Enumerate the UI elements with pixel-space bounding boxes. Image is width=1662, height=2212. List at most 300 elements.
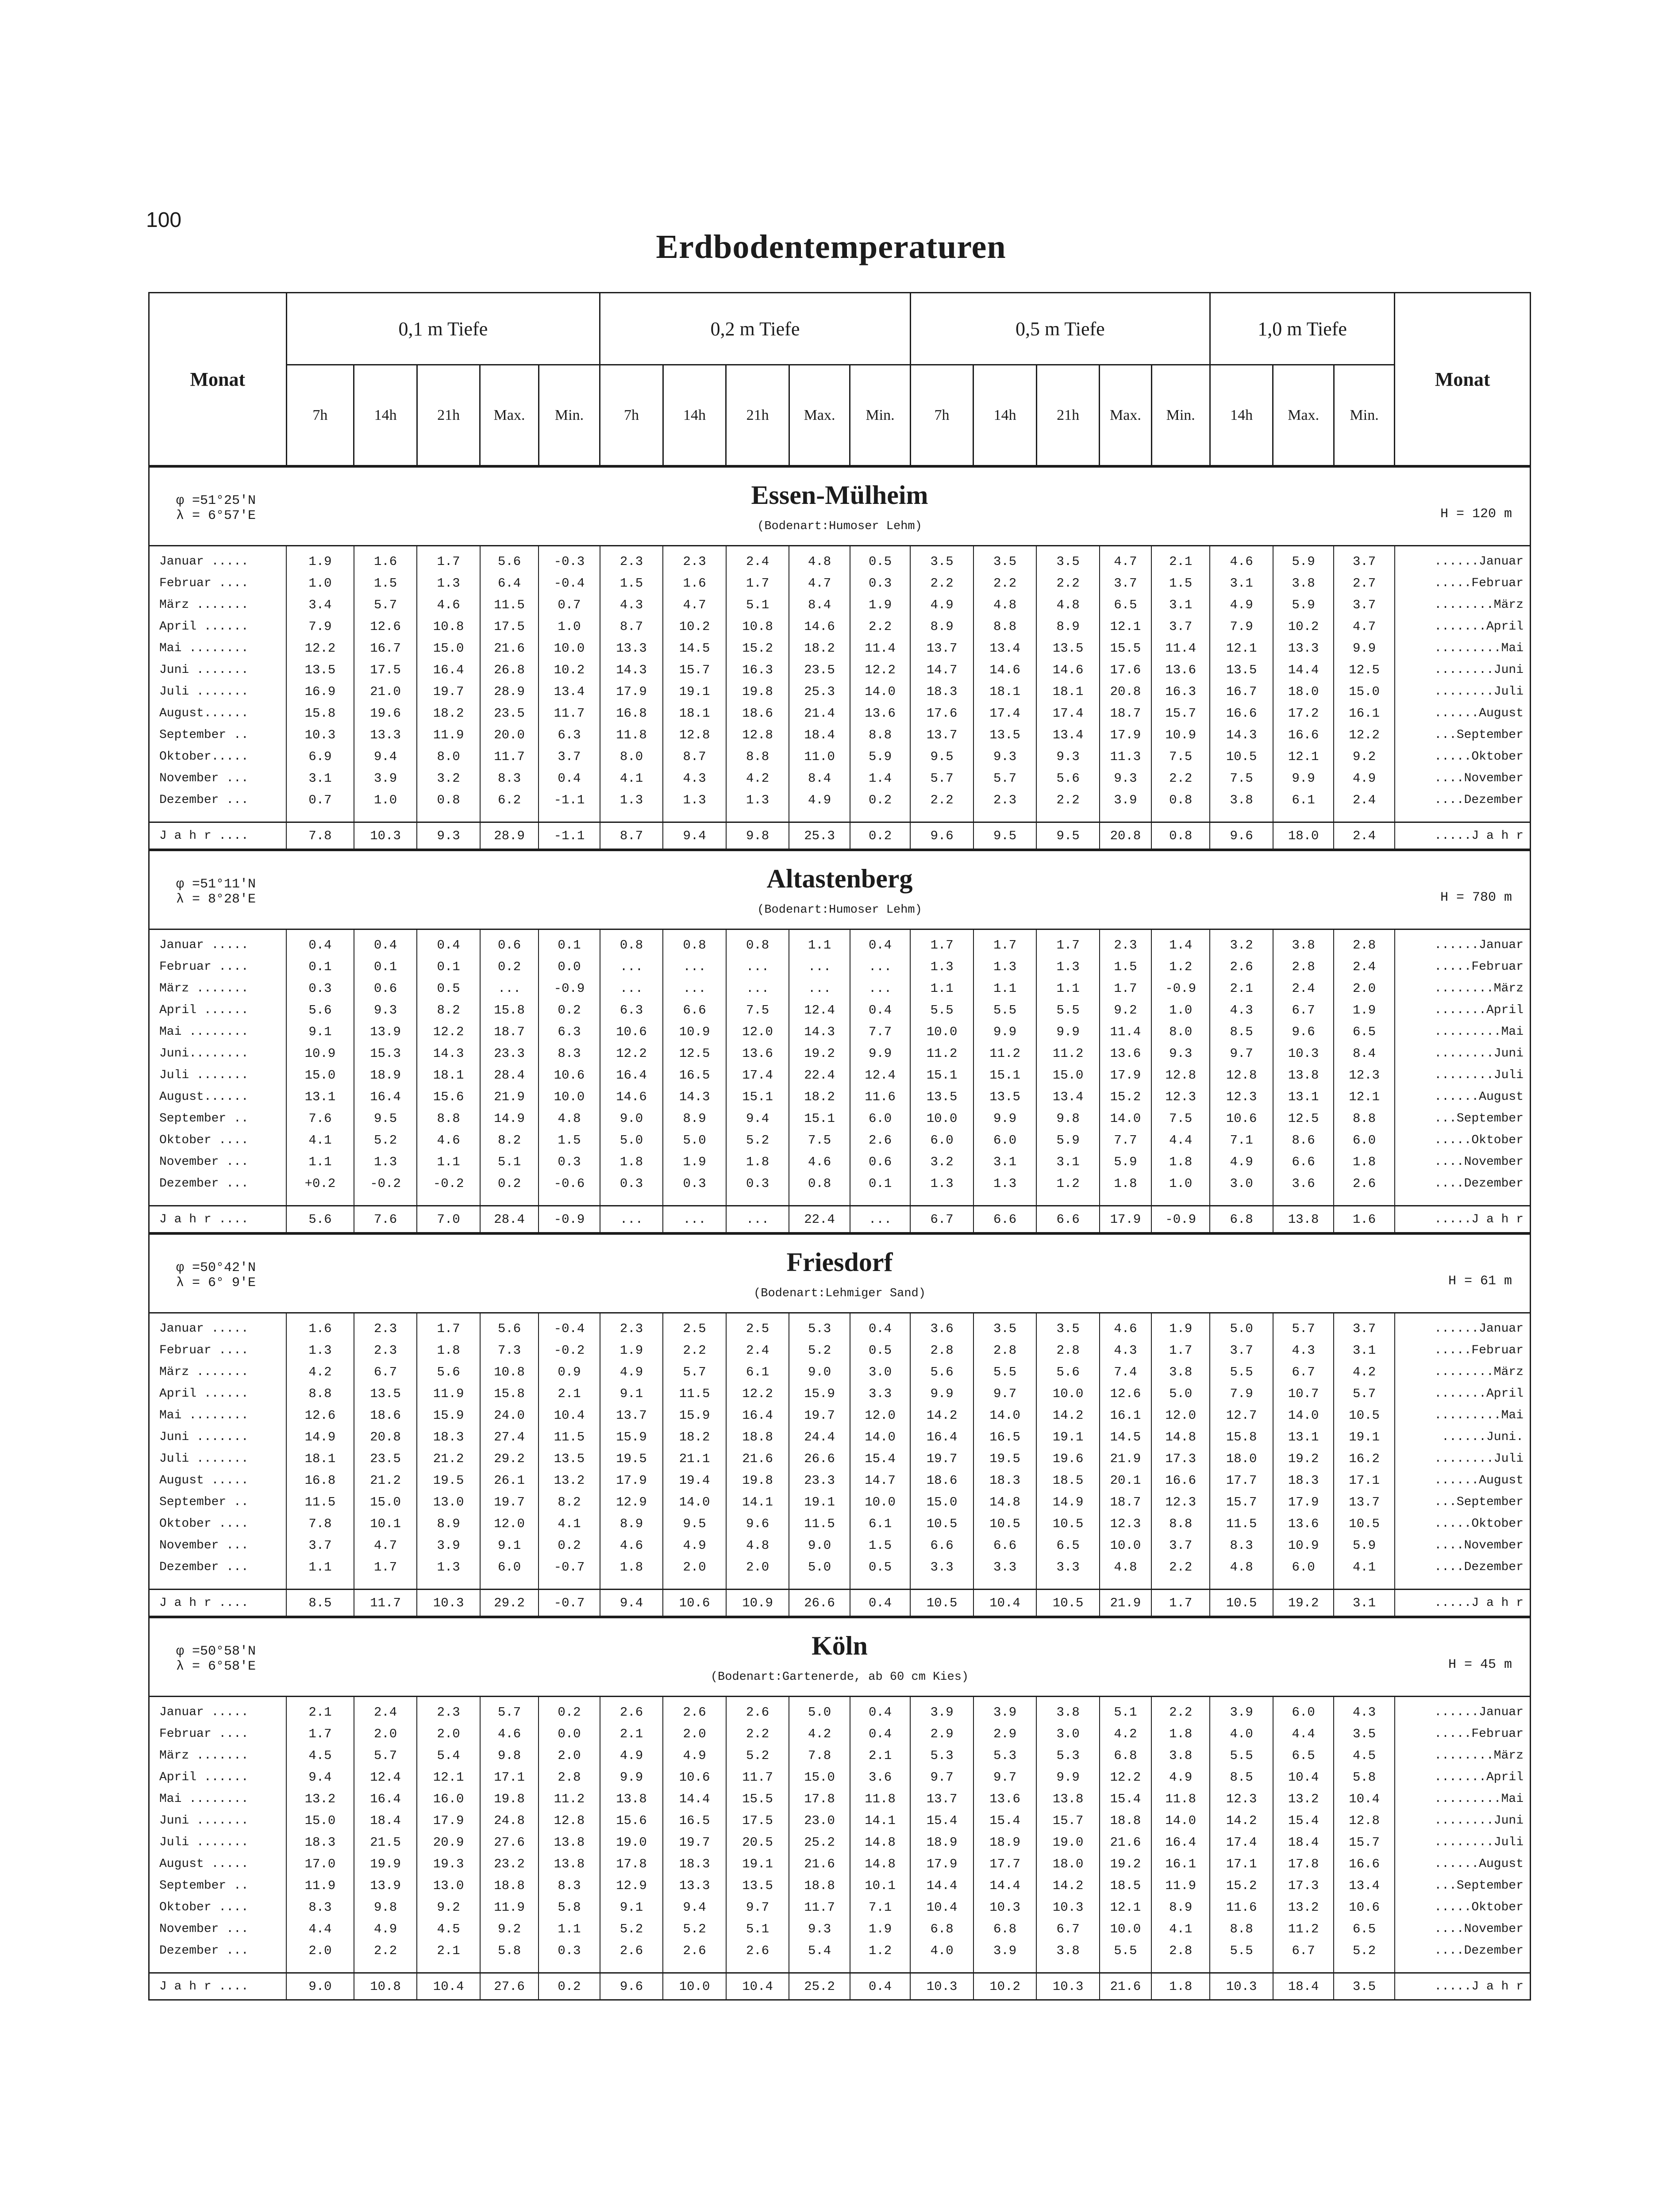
- temperature-cell: 9.0: [789, 1535, 850, 1556]
- spacer-cell: [726, 815, 789, 822]
- temperature-cell: 13.5: [1036, 637, 1100, 659]
- temperature-cell: 15.9: [417, 1405, 480, 1426]
- sub-header: 7h: [286, 365, 354, 467]
- temperature-cell: 2.4: [1334, 789, 1394, 815]
- temperature-cell: 1.8: [1334, 1151, 1394, 1173]
- temperature-cell: 15.0: [789, 1767, 850, 1788]
- temperature-cell: 27.6: [480, 1832, 539, 1853]
- table-row: [149, 999, 1531, 1021]
- temperature-cell: 5.5: [1036, 999, 1100, 1021]
- spacer-cell: [354, 1582, 417, 1590]
- temperature-cell: 4.0: [910, 1940, 973, 1966]
- temperature-cell: 13.1: [286, 1086, 354, 1108]
- temperature-cell: 13.1: [1273, 1426, 1334, 1448]
- temperature-cell: 21.0: [354, 681, 417, 703]
- sub-header: Max.: [1273, 365, 1334, 467]
- temperature-cell: 5.6: [910, 1361, 973, 1383]
- temperature-cell: 4.3: [600, 594, 663, 616]
- spacer-cell: [480, 1582, 539, 1590]
- temperature-cell: 2.1: [539, 1383, 600, 1405]
- temperature-cell: 0.2: [850, 789, 910, 815]
- temperature-cell: 1.1: [286, 1556, 354, 1582]
- spacer-cell: [149, 1966, 287, 1973]
- table-row: [149, 1173, 1531, 1199]
- temperature-cell: -0.4: [539, 572, 600, 594]
- spacer-row: [149, 1966, 1531, 1973]
- temperature-cell: 3.1: [1036, 1151, 1100, 1173]
- station-longitude: λ = 8°28'E: [176, 892, 256, 907]
- temperature-cell: 1.4: [1151, 929, 1210, 956]
- temperature-cell: ...: [663, 956, 726, 978]
- temperature-cell: 7.5: [1151, 1108, 1210, 1129]
- temperature-cell: 10.8: [417, 616, 480, 637]
- station-header-inner: [150, 851, 1530, 929]
- month-label-right: .....Oktober: [1395, 1897, 1531, 1918]
- temperature-cell: 2.0: [663, 1723, 726, 1745]
- temperature-cell: 13.1: [1273, 1086, 1334, 1108]
- temperature-cell: 15.5: [726, 1788, 789, 1810]
- temperature-cell: 20.5: [726, 1832, 789, 1853]
- temperature-cell: 11.9: [417, 724, 480, 746]
- temperature-cell: 20.8: [354, 1426, 417, 1448]
- temperature-cell: 21.9: [480, 1086, 539, 1108]
- temperature-cell: 17.9: [600, 681, 663, 703]
- month-label-right: .........Mai: [1395, 1788, 1531, 1810]
- temperature-cell: 11.2: [973, 1043, 1037, 1064]
- spacer-cell: [600, 815, 663, 822]
- table-row: [149, 956, 1531, 978]
- temperature-cell: 0.4: [539, 768, 600, 789]
- table-row: [149, 1832, 1531, 1853]
- temperature-cell: 24.0: [480, 1405, 539, 1426]
- temperature-cell: 17.6: [1100, 659, 1151, 681]
- month-label-right: ....Dezember: [1395, 1940, 1531, 1966]
- month-label-right: .....Februar: [1395, 1340, 1531, 1361]
- temperature-cell: 9.3: [973, 746, 1037, 768]
- temperature-cell: 6.6: [663, 999, 726, 1021]
- temperature-cell: 6.6: [910, 1535, 973, 1556]
- temperature-cell: 1.1: [973, 978, 1037, 999]
- temperature-cell: 12.3: [1151, 1086, 1210, 1108]
- temperature-cell: 9.0: [789, 1361, 850, 1383]
- temperature-cell: 17.7: [1210, 1470, 1273, 1491]
- temperature-cell: 7.8: [286, 1513, 354, 1535]
- temperature-cell: 4.5: [286, 1745, 354, 1767]
- temperature-cell: 7.9: [1210, 616, 1273, 637]
- temperature-cell: 16.8: [600, 703, 663, 724]
- temperature-cell: 14.6: [973, 659, 1037, 681]
- temperature-cell: 6.8: [1100, 1745, 1151, 1767]
- temperature-cell: 17.4: [1210, 1832, 1273, 1853]
- annual-cell: 0.4: [850, 1590, 910, 1617]
- temperature-cell: -0.2: [354, 1173, 417, 1199]
- temperature-cell: 2.8: [1334, 929, 1394, 956]
- table-row: [149, 1767, 1531, 1788]
- temperature-cell: 4.5: [417, 1918, 480, 1940]
- temperature-cell: 19.8: [726, 1470, 789, 1491]
- temperature-cell: 13.6: [973, 1788, 1037, 1810]
- temperature-cell: 10.0: [1036, 1383, 1100, 1405]
- temperature-cell: 5.1: [726, 594, 789, 616]
- temperature-cell: 5.5: [1210, 1361, 1273, 1383]
- temperature-cell: -0.4: [539, 1313, 600, 1340]
- temperature-cell: 19.0: [1036, 1832, 1100, 1853]
- temperature-cell: 1.6: [286, 1313, 354, 1340]
- temperature-cell: 12.2: [850, 659, 910, 681]
- temperature-cell: 1.7: [726, 572, 789, 594]
- spacer-cell: [1395, 815, 1531, 822]
- temperature-cell: 19.5: [417, 1470, 480, 1491]
- temperature-cell: 2.6: [1334, 1173, 1394, 1199]
- temperature-cell: 1.7: [910, 929, 973, 956]
- temperature-cell: 1.5: [850, 1535, 910, 1556]
- temperature-cell: 14.9: [480, 1108, 539, 1129]
- station-latitude: φ =50°58'N: [176, 1644, 256, 1659]
- temperature-cell: 9.2: [417, 1897, 480, 1918]
- temperature-cell: 13.7: [910, 1788, 973, 1810]
- table-row: [149, 1513, 1531, 1535]
- temperature-cell: 2.2: [1151, 768, 1210, 789]
- temperature-cell: ...: [850, 956, 910, 978]
- temperature-cell: 17.5: [480, 616, 539, 637]
- temperature-cell: 6.5: [1273, 1745, 1334, 1767]
- temperature-cell: 1.1: [910, 978, 973, 999]
- temperature-cell: 15.7: [663, 659, 726, 681]
- temperature-cell: 8.3: [539, 1043, 600, 1064]
- month-label: November ...: [149, 1535, 287, 1556]
- annual-cell: 3.5: [1334, 1973, 1394, 2000]
- temperature-cell: 13.8: [600, 1788, 663, 1810]
- temperature-cell: 13.5: [726, 1875, 789, 1897]
- temperature-cell: 5.5: [1210, 1745, 1273, 1767]
- temperature-cell: 5.3: [1036, 1745, 1100, 1767]
- temperature-cell: 14.5: [663, 637, 726, 659]
- annual-cell: 26.6: [789, 1590, 850, 1617]
- temperature-cell: 10.0: [539, 637, 600, 659]
- temperature-cell: 12.3: [1151, 1491, 1210, 1513]
- temperature-cell: 4.9: [1210, 594, 1273, 616]
- table-row: [149, 616, 1531, 637]
- month-label-right: ......Januar: [1395, 546, 1531, 573]
- depth-0-2m-header: 0,2 m Tiefe: [600, 293, 911, 365]
- month-label-right: ...September: [1395, 1875, 1531, 1897]
- station-name: Essen-Mülheim: [751, 480, 928, 510]
- temperature-cell: 9.5: [663, 1513, 726, 1535]
- temperature-cell: 17.9: [600, 1470, 663, 1491]
- spacer-cell: [973, 815, 1037, 822]
- temperature-cell: 15.0: [417, 637, 480, 659]
- month-label-right: ...September: [1395, 724, 1531, 746]
- temperature-cell: 5.3: [789, 1313, 850, 1340]
- spacer-cell: [1334, 815, 1394, 822]
- annual-cell: 10.4: [417, 1973, 480, 2000]
- spacer-cell: [910, 815, 973, 822]
- temperature-cell: 8.9: [1036, 616, 1100, 637]
- temperature-cell: 15.1: [973, 1064, 1037, 1086]
- temperature-cell: 3.7: [1334, 594, 1394, 616]
- temperature-cell: 13.4: [1036, 1086, 1100, 1108]
- annual-cell: 10.3: [1210, 1973, 1273, 2000]
- temperature-cell: 21.6: [480, 637, 539, 659]
- temperature-cell: 3.9: [910, 1697, 973, 1724]
- temperature-cell: 9.9: [973, 1021, 1037, 1043]
- temperature-cell: 14.1: [850, 1810, 910, 1832]
- temperature-cell: 3.0: [1036, 1723, 1100, 1745]
- spacer-cell: [1036, 815, 1100, 822]
- temperature-cell: 12.5: [1334, 659, 1394, 681]
- temperature-cell: 2.5: [726, 1313, 789, 1340]
- temperature-cell: 10.0: [539, 1086, 600, 1108]
- temperature-cell: 8.5: [1210, 1767, 1273, 1788]
- temperature-cell: 0.8: [600, 929, 663, 956]
- spacer-cell: [850, 1966, 910, 1973]
- temperature-cell: 2.8: [1273, 956, 1334, 978]
- temperature-cell: 5.2: [726, 1745, 789, 1767]
- annual-cell: 21.9: [1100, 1590, 1151, 1617]
- temperature-cell: 0.3: [286, 978, 354, 999]
- spacer-row: [149, 1199, 1531, 1206]
- temperature-cell: 6.0: [973, 1129, 1037, 1151]
- annual-cell: 10.5: [1210, 1590, 1273, 1617]
- temperature-cell: 19.0: [600, 1832, 663, 1853]
- temperature-cell: 13.7: [910, 724, 973, 746]
- temperature-cell: 5.1: [1100, 1697, 1151, 1724]
- temperature-cell: 2.2: [850, 616, 910, 637]
- temperature-cell: 9.1: [600, 1897, 663, 1918]
- temperature-cell: 3.2: [417, 768, 480, 789]
- temperature-cell: 14.7: [910, 659, 973, 681]
- month-label-right: .........Mai: [1395, 1021, 1531, 1043]
- station-latitude: φ =51°11'N: [176, 877, 256, 892]
- temperature-cell: 5.1: [480, 1151, 539, 1173]
- temperature-cell: 3.7: [1334, 1313, 1394, 1340]
- temperature-cell: 0.6: [354, 978, 417, 999]
- temperature-cell: 8.8: [417, 1108, 480, 1129]
- temperature-cell: 18.3: [1273, 1470, 1334, 1491]
- spacer-cell: [539, 1582, 600, 1590]
- annual-cell: 6.6: [973, 1206, 1037, 1234]
- temperature-cell: 9.9: [1036, 1767, 1100, 1788]
- temperature-cell: 8.3: [1210, 1535, 1273, 1556]
- annual-label-right: .....J a h r: [1395, 1973, 1531, 2000]
- spacer-cell: [789, 1582, 850, 1590]
- temperature-cell: 4.1: [1151, 1918, 1210, 1940]
- annual-label: J a h r ....: [149, 1590, 287, 1617]
- month-label: August......: [149, 703, 287, 724]
- temperature-cell: 23.5: [789, 659, 850, 681]
- sub-header: 21h: [726, 365, 789, 467]
- temperature-cell: 7.5: [789, 1129, 850, 1151]
- temperature-cell: 10.2: [539, 659, 600, 681]
- temperature-cell: 1.1: [417, 1151, 480, 1173]
- table-row: [149, 1086, 1531, 1108]
- temperature-cell: -0.9: [1151, 978, 1210, 999]
- temperature-cell: -0.2: [539, 1340, 600, 1361]
- page-title: Erdbodentemperaturen: [656, 228, 1006, 265]
- station-header-row: [149, 1233, 1531, 1313]
- temperature-cell: 15.9: [600, 1426, 663, 1448]
- temperature-cell: 4.8: [1100, 1556, 1151, 1582]
- temperature-cell: 3.3: [973, 1556, 1037, 1582]
- temperature-cell: 0.2: [480, 1173, 539, 1199]
- month-label: Oktober ....: [149, 1513, 287, 1535]
- month-label-right: ......August: [1395, 1853, 1531, 1875]
- annual-cell: 10.3: [1036, 1973, 1100, 2000]
- temperature-cell: 3.9: [417, 1535, 480, 1556]
- temperature-cell: 6.9: [286, 746, 354, 768]
- temperature-cell: 9.3: [1100, 768, 1151, 789]
- temperature-cell: 1.3: [417, 1556, 480, 1582]
- month-label: Mai ........: [149, 637, 287, 659]
- temperature-cell: 6.6: [973, 1535, 1037, 1556]
- station-height: H = 120 m: [1440, 507, 1512, 522]
- temperature-cell: 15.6: [417, 1086, 480, 1108]
- temperature-cell: 25.2: [789, 1832, 850, 1853]
- month-label: August......: [149, 1086, 287, 1108]
- temperature-cell: 18.2: [789, 637, 850, 659]
- temperature-cell: 11.0: [789, 746, 850, 768]
- temperature-cell: 17.9: [1100, 724, 1151, 746]
- temperature-cell: 12.8: [663, 724, 726, 746]
- temperature-cell: 1.9: [663, 1151, 726, 1173]
- temperature-cell: 18.6: [354, 1405, 417, 1426]
- temperature-cell: 12.2: [417, 1021, 480, 1043]
- temperature-cell: 6.3: [600, 999, 663, 1021]
- annual-cell: -1.1: [539, 822, 600, 850]
- temperature-cell: 0.5: [850, 1556, 910, 1582]
- temperature-cell: 4.9: [910, 594, 973, 616]
- month-label-right: ........März: [1395, 1745, 1531, 1767]
- temperature-cell: 0.3: [600, 1173, 663, 1199]
- temperature-cell: 19.2: [1273, 1448, 1334, 1470]
- spacer-cell: [1036, 1582, 1100, 1590]
- temperature-cell: 18.1: [663, 703, 726, 724]
- temperature-cell: 5.6: [417, 1361, 480, 1383]
- temperature-cell: 26.1: [480, 1470, 539, 1491]
- temperature-cell: 16.4: [354, 1086, 417, 1108]
- temperature-cell: 1.3: [286, 1340, 354, 1361]
- temperature-cell: 16.2: [1334, 1448, 1394, 1470]
- temperature-cell: 13.6: [726, 1043, 789, 1064]
- temperature-cell: 24.4: [789, 1426, 850, 1448]
- temperature-cell: 1.2: [1151, 956, 1210, 978]
- temperature-cell: 17.4: [726, 1064, 789, 1086]
- annual-row: [149, 1206, 1531, 1234]
- temperature-cell: 13.7: [600, 1405, 663, 1426]
- temperature-cell: 19.1: [663, 681, 726, 703]
- temperature-cell: 3.8: [1210, 789, 1273, 815]
- month-label: April ......: [149, 616, 287, 637]
- table-row: [149, 1129, 1531, 1151]
- table-row: [149, 978, 1531, 999]
- temperature-cell: 15.4: [1100, 1788, 1151, 1810]
- annual-cell: 10.3: [910, 1973, 973, 2000]
- temperature-cell: 2.4: [1334, 956, 1394, 978]
- temperature-cell: 19.9: [354, 1853, 417, 1875]
- month-label-right: .......April: [1395, 1383, 1531, 1405]
- temperature-cell: 3.3: [1036, 1556, 1100, 1582]
- temperature-cell: 3.3: [850, 1383, 910, 1405]
- month-label: November ...: [149, 768, 287, 789]
- temperature-cell: 2.6: [663, 1940, 726, 1966]
- temperature-cell: 4.2: [1100, 1723, 1151, 1745]
- temperature-cell: 8.9: [417, 1513, 480, 1535]
- temperature-cell: 19.1: [1334, 1426, 1394, 1448]
- month-label-right: ......August: [1395, 703, 1531, 724]
- temperature-cell: 1.9: [850, 1918, 910, 1940]
- annual-row: [149, 1590, 1531, 1617]
- annual-cell: 9.6: [1210, 822, 1273, 850]
- temperature-cell: 13.2: [1273, 1897, 1334, 1918]
- temperature-cell: 10.9: [663, 1021, 726, 1043]
- spacer-cell: [1151, 1966, 1210, 1973]
- month-label-right: ........Juli: [1395, 1448, 1531, 1470]
- temperature-cell: 2.0: [539, 1745, 600, 1767]
- temperature-cell: 6.8: [973, 1918, 1037, 1940]
- temperature-cell: 15.0: [286, 1064, 354, 1086]
- temperature-cell: 14.2: [1036, 1875, 1100, 1897]
- month-label: Juni .......: [149, 1810, 287, 1832]
- table-row: [149, 1897, 1531, 1918]
- temperature-cell: 3.9: [354, 768, 417, 789]
- temperature-cell: 5.2: [354, 1129, 417, 1151]
- temperature-cell: 2.2: [910, 789, 973, 815]
- temperature-cell: 7.6: [286, 1108, 354, 1129]
- temperature-cell: 4.6: [480, 1723, 539, 1745]
- spacer-cell: [1395, 1199, 1531, 1206]
- temperature-cell: 12.4: [354, 1767, 417, 1788]
- temperature-cell: 11.2: [910, 1043, 973, 1064]
- sub-header: 14h: [354, 365, 417, 467]
- annual-cell: 0.4: [850, 1973, 910, 2000]
- table-row: [149, 1853, 1531, 1875]
- temperature-cell: 9.8: [480, 1745, 539, 1767]
- temperature-cell: 18.8: [726, 1426, 789, 1448]
- sub-header: 7h: [910, 365, 973, 467]
- temperature-cell: 2.4: [726, 1340, 789, 1361]
- spacer-cell: [417, 815, 480, 822]
- temperature-cell: 11.7: [539, 703, 600, 724]
- temperature-cell: 3.5: [1334, 1723, 1394, 1745]
- temperature-cell: 8.4: [1334, 1043, 1394, 1064]
- temperature-cell: 3.7: [286, 1535, 354, 1556]
- temperature-cell: 5.2: [600, 1918, 663, 1940]
- temperature-cell: 1.8: [600, 1556, 663, 1582]
- sub-header: 14h: [973, 365, 1037, 467]
- spacer-cell: [789, 1199, 850, 1206]
- month-label: Mai ........: [149, 1405, 287, 1426]
- temperature-cell: 21.2: [417, 1448, 480, 1470]
- temperature-cell: 3.7: [1151, 1535, 1210, 1556]
- temperature-cell: 10.9: [1273, 1535, 1334, 1556]
- month-label: Juni........: [149, 1043, 287, 1064]
- temperature-cell: 19.8: [726, 681, 789, 703]
- annual-cell: 22.4: [789, 1206, 850, 1234]
- station-soil-type: (Bodenart:Humoser Lehm): [757, 520, 922, 533]
- temperature-cell: 11.2: [539, 1788, 600, 1810]
- sub-header: Max.: [480, 365, 539, 467]
- temperature-cell: 2.8: [1036, 1340, 1100, 1361]
- temperature-cell: 7.1: [850, 1897, 910, 1918]
- temperature-cell: 1.5: [1100, 956, 1151, 978]
- temperature-cell: 6.0: [1273, 1697, 1334, 1724]
- table-row: [149, 1535, 1531, 1556]
- temperature-cell: 12.5: [663, 1043, 726, 1064]
- temperature-cell: 5.8: [539, 1897, 600, 1918]
- month-label-right: ......Januar: [1395, 929, 1531, 956]
- annual-cell: 9.5: [1036, 822, 1100, 850]
- temperature-cell: 17.4: [973, 703, 1037, 724]
